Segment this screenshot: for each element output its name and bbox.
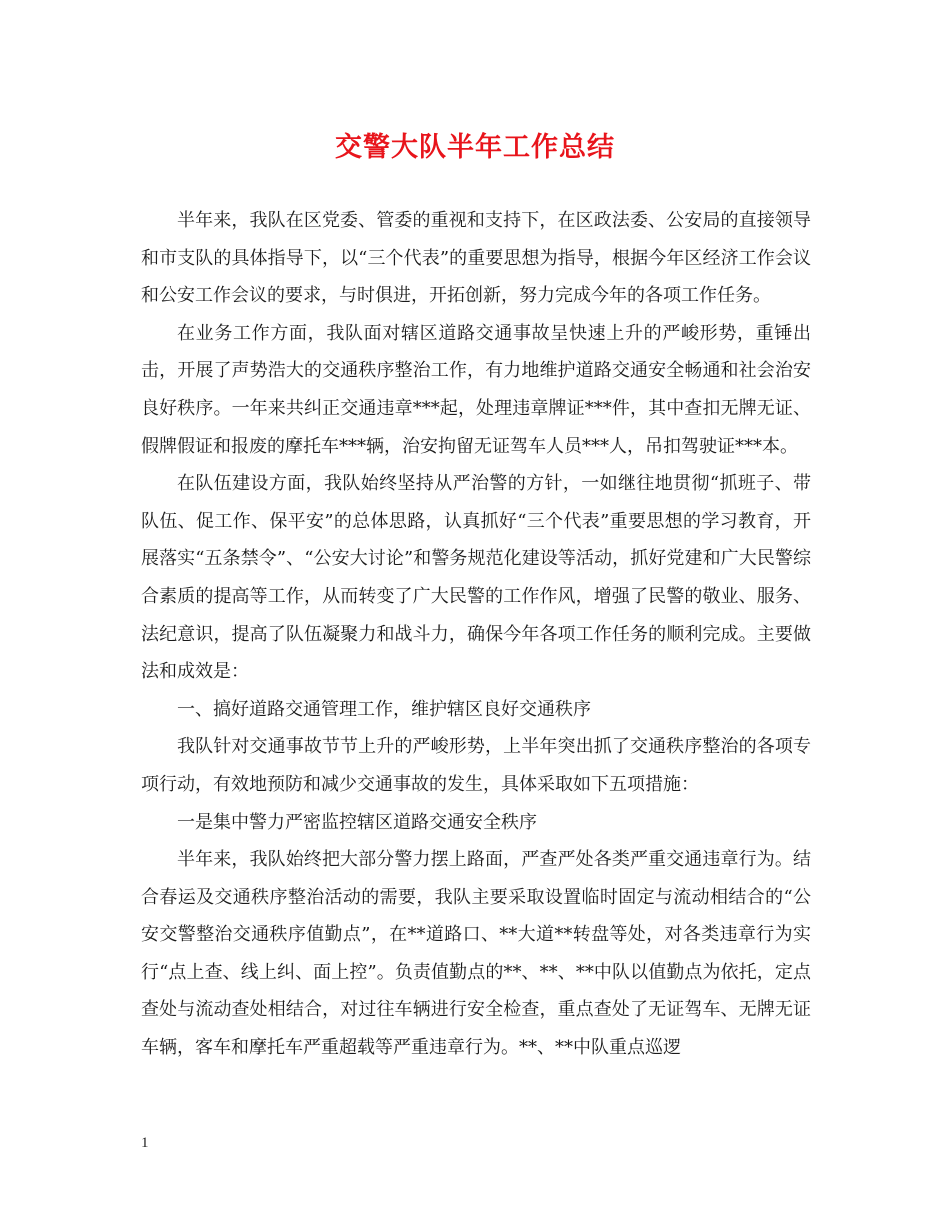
paragraph: 半年来，我队始终把大部分警力摆上路面，严查严处各类严重交通违章行为。结合春运及交通秩序整治活动的需要，我队主要采取设置临时固定与流动相结合的“公安交警整治交通秩序值勤点”，在**道路口、**大道**转盘等处，对各类违章行为实行“点上查、线上纠、面上控”。负责值勤点的**、**、**中队以值勤点为依托，定点查处与流动查处相结合，对过往车辆进行安全检查，重点查处了无证驾车、无牌无证车辆，客车和摩托车严重超载等严重违章行为。**、**中队重点巡逻: [141, 849, 811, 1059]
document-title: 交警大队半年工作总结: [335, 132, 615, 163]
paragraph: 在队伍建设方面，我队始终坚持从严治警的方针，一如继往地贯彻“抓班子、带队伍、促工作、保平安”的总体思路，认真抓好“三个代表”重要思想的学习教育，开展落实“五条禁令”、“公安大讨论”和警务规范化建设等活动，抓好党建和广大民警综合素质的提高等工作，从而转变了广大民警的工作作风，增强了民警的敬业、服务、法纪意识，提高了队伍凝聚力和战斗力，确保今年各项工作任务的顺利完成。主要做法和成效是：: [141, 473, 811, 683]
paragraph: 我队针对交通事故节节上升的严峻形势，上半年突出抓了交通秩序整治的各项专项行动，有效地预防和减少交通事故的发生，具体采取如下五项措施：: [141, 736, 811, 795]
subsection-heading: 一是集中警力严密监控辖区道路交通安全秩序: [177, 811, 537, 833]
section-heading: 一、搞好道路交通管理工作，维护辖区良好交通秩序: [177, 698, 591, 720]
document-body: [141, 202, 811, 1067]
paragraph: 半年来，我队在区党委、管委的重视和支持下，在区政法委、公安局的直接领导和市支队的具体指导下，以“三个代表”的重要思想为指导，根据今年区经济工作会议和公安工作会议的要求，与时俱进，开拓创新，努力完成今年的各项工作任务。: [141, 210, 811, 307]
paragraph: 在业务工作方面，我队面对辖区道路交通事故呈快速上升的严峻形势，重锤出击，开展了声势浩大的交通秩序整治工作，有力地维护道路交通安全畅通和社会治安良好秩序。一年来共纠正交通违章***起，处理违章牌证***件，其中查扣无牌无证、假牌假证和报废的摩托车***辆，治安拘留无证驾车人员***人，吊扣驾驶证***本。: [141, 322, 811, 457]
page-number: 1: [141, 1135, 149, 1151]
